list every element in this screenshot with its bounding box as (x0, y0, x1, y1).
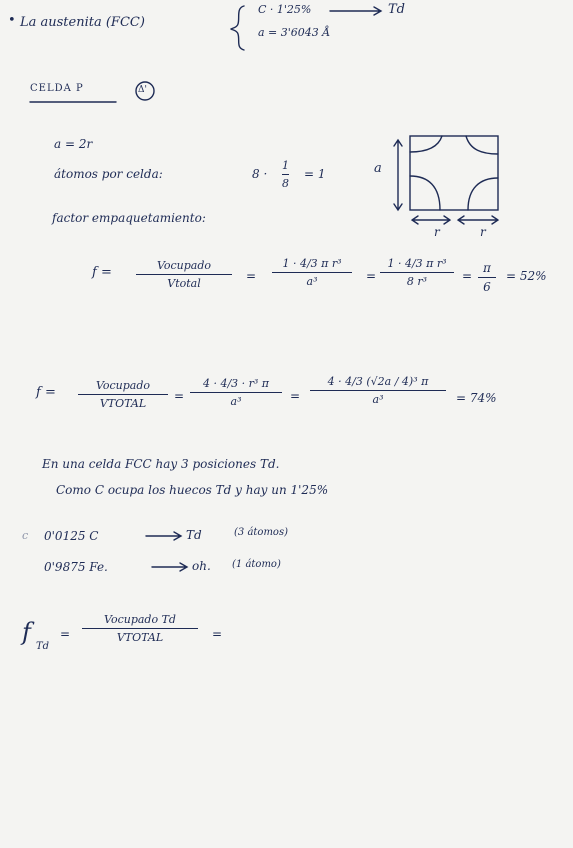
carbon-site: Td (388, 2, 405, 17)
lattice-radius-relation: a = 2r (54, 137, 93, 151)
iron-amount: 0'9875 Fe. (44, 560, 108, 574)
atoms-per-cell-label: átomos por celda: (54, 167, 163, 181)
f3-eq: = (60, 627, 71, 641)
c-row-prefix: c (22, 529, 29, 542)
arrow-c-td-row (146, 532, 181, 540)
f2-eq1: = (174, 389, 185, 403)
iron-target-site: oh. (192, 559, 211, 573)
f1-eq3: = (462, 269, 473, 283)
atoms-per-cell-fraction: 1 8 (282, 159, 289, 190)
f2-four-spheres-over-a3: 4 · 4/3 · r³ π a³ (190, 378, 282, 407)
f1-result: = 52% (506, 269, 547, 283)
f1-eq2: = (366, 269, 377, 283)
f2-symbol: f = (36, 385, 56, 400)
diagram-radius-right: r (480, 225, 486, 239)
diagram-radius-left: r (434, 225, 440, 239)
austenite-subject: La austenita (FCC) (20, 15, 145, 30)
f1-volume-ratio: Vocupado Vtotal (136, 260, 232, 289)
f2-substituted: 4 · 4/3 (√2a / 4)³ π a³ (310, 376, 446, 405)
curly-brace (231, 6, 244, 50)
iron-note: (1 átomo) (232, 559, 281, 570)
arrow-c-td (330, 7, 381, 15)
packing-factor-label: factor empaquetamiento: (52, 211, 206, 225)
f1-sphere-over-8r3: 1 · 4/3 π r³ 8 r³ (380, 258, 454, 287)
f3-symbol: f (22, 618, 31, 646)
carbon-amount: 0'0125 C (44, 529, 99, 543)
atoms-per-cell-result: = 1 (304, 167, 326, 181)
note-td-positions: En una celda FCC hay 3 posiciones Td. (42, 457, 280, 471)
f3-td-volume-ratio: Vocupado Td VTOTAL (82, 614, 198, 643)
arrow-fe-oh-row (152, 563, 187, 571)
f3-trailing-eq: = (212, 627, 223, 641)
f1-symbol: f = (92, 265, 112, 280)
bullet: • (8, 13, 16, 28)
f2-volume-ratio: Vocupado VTOTAL (78, 380, 168, 409)
carbon-note: (3 átomos) (234, 527, 288, 538)
f1-pi-over-6: π 6 (478, 262, 496, 293)
celda-heading: CELDA P (30, 83, 84, 94)
celda-badge: Δ' (138, 85, 147, 95)
lattice-parameter: a = 3'6043 Å (258, 26, 331, 39)
f1-eq1: = (246, 269, 257, 283)
atoms-per-cell-lead: 8 · (252, 167, 268, 181)
f3-subscript: Td (36, 641, 50, 652)
carbon-target-site: Td (186, 528, 202, 542)
carbon-content: C · 1'25% (258, 3, 312, 16)
note-carbon-occupies: Como C ocupa los huecos Td y hay un 1'25% (56, 483, 329, 497)
fcc-cell-diagram (394, 136, 498, 224)
f1-sphere-over-a3: 1 · 4/3 π r³ a³ (272, 258, 352, 287)
f2-eq2: = (290, 389, 301, 403)
f2-result: = 74% (456, 391, 497, 405)
diagram-side-label: a (374, 161, 382, 176)
